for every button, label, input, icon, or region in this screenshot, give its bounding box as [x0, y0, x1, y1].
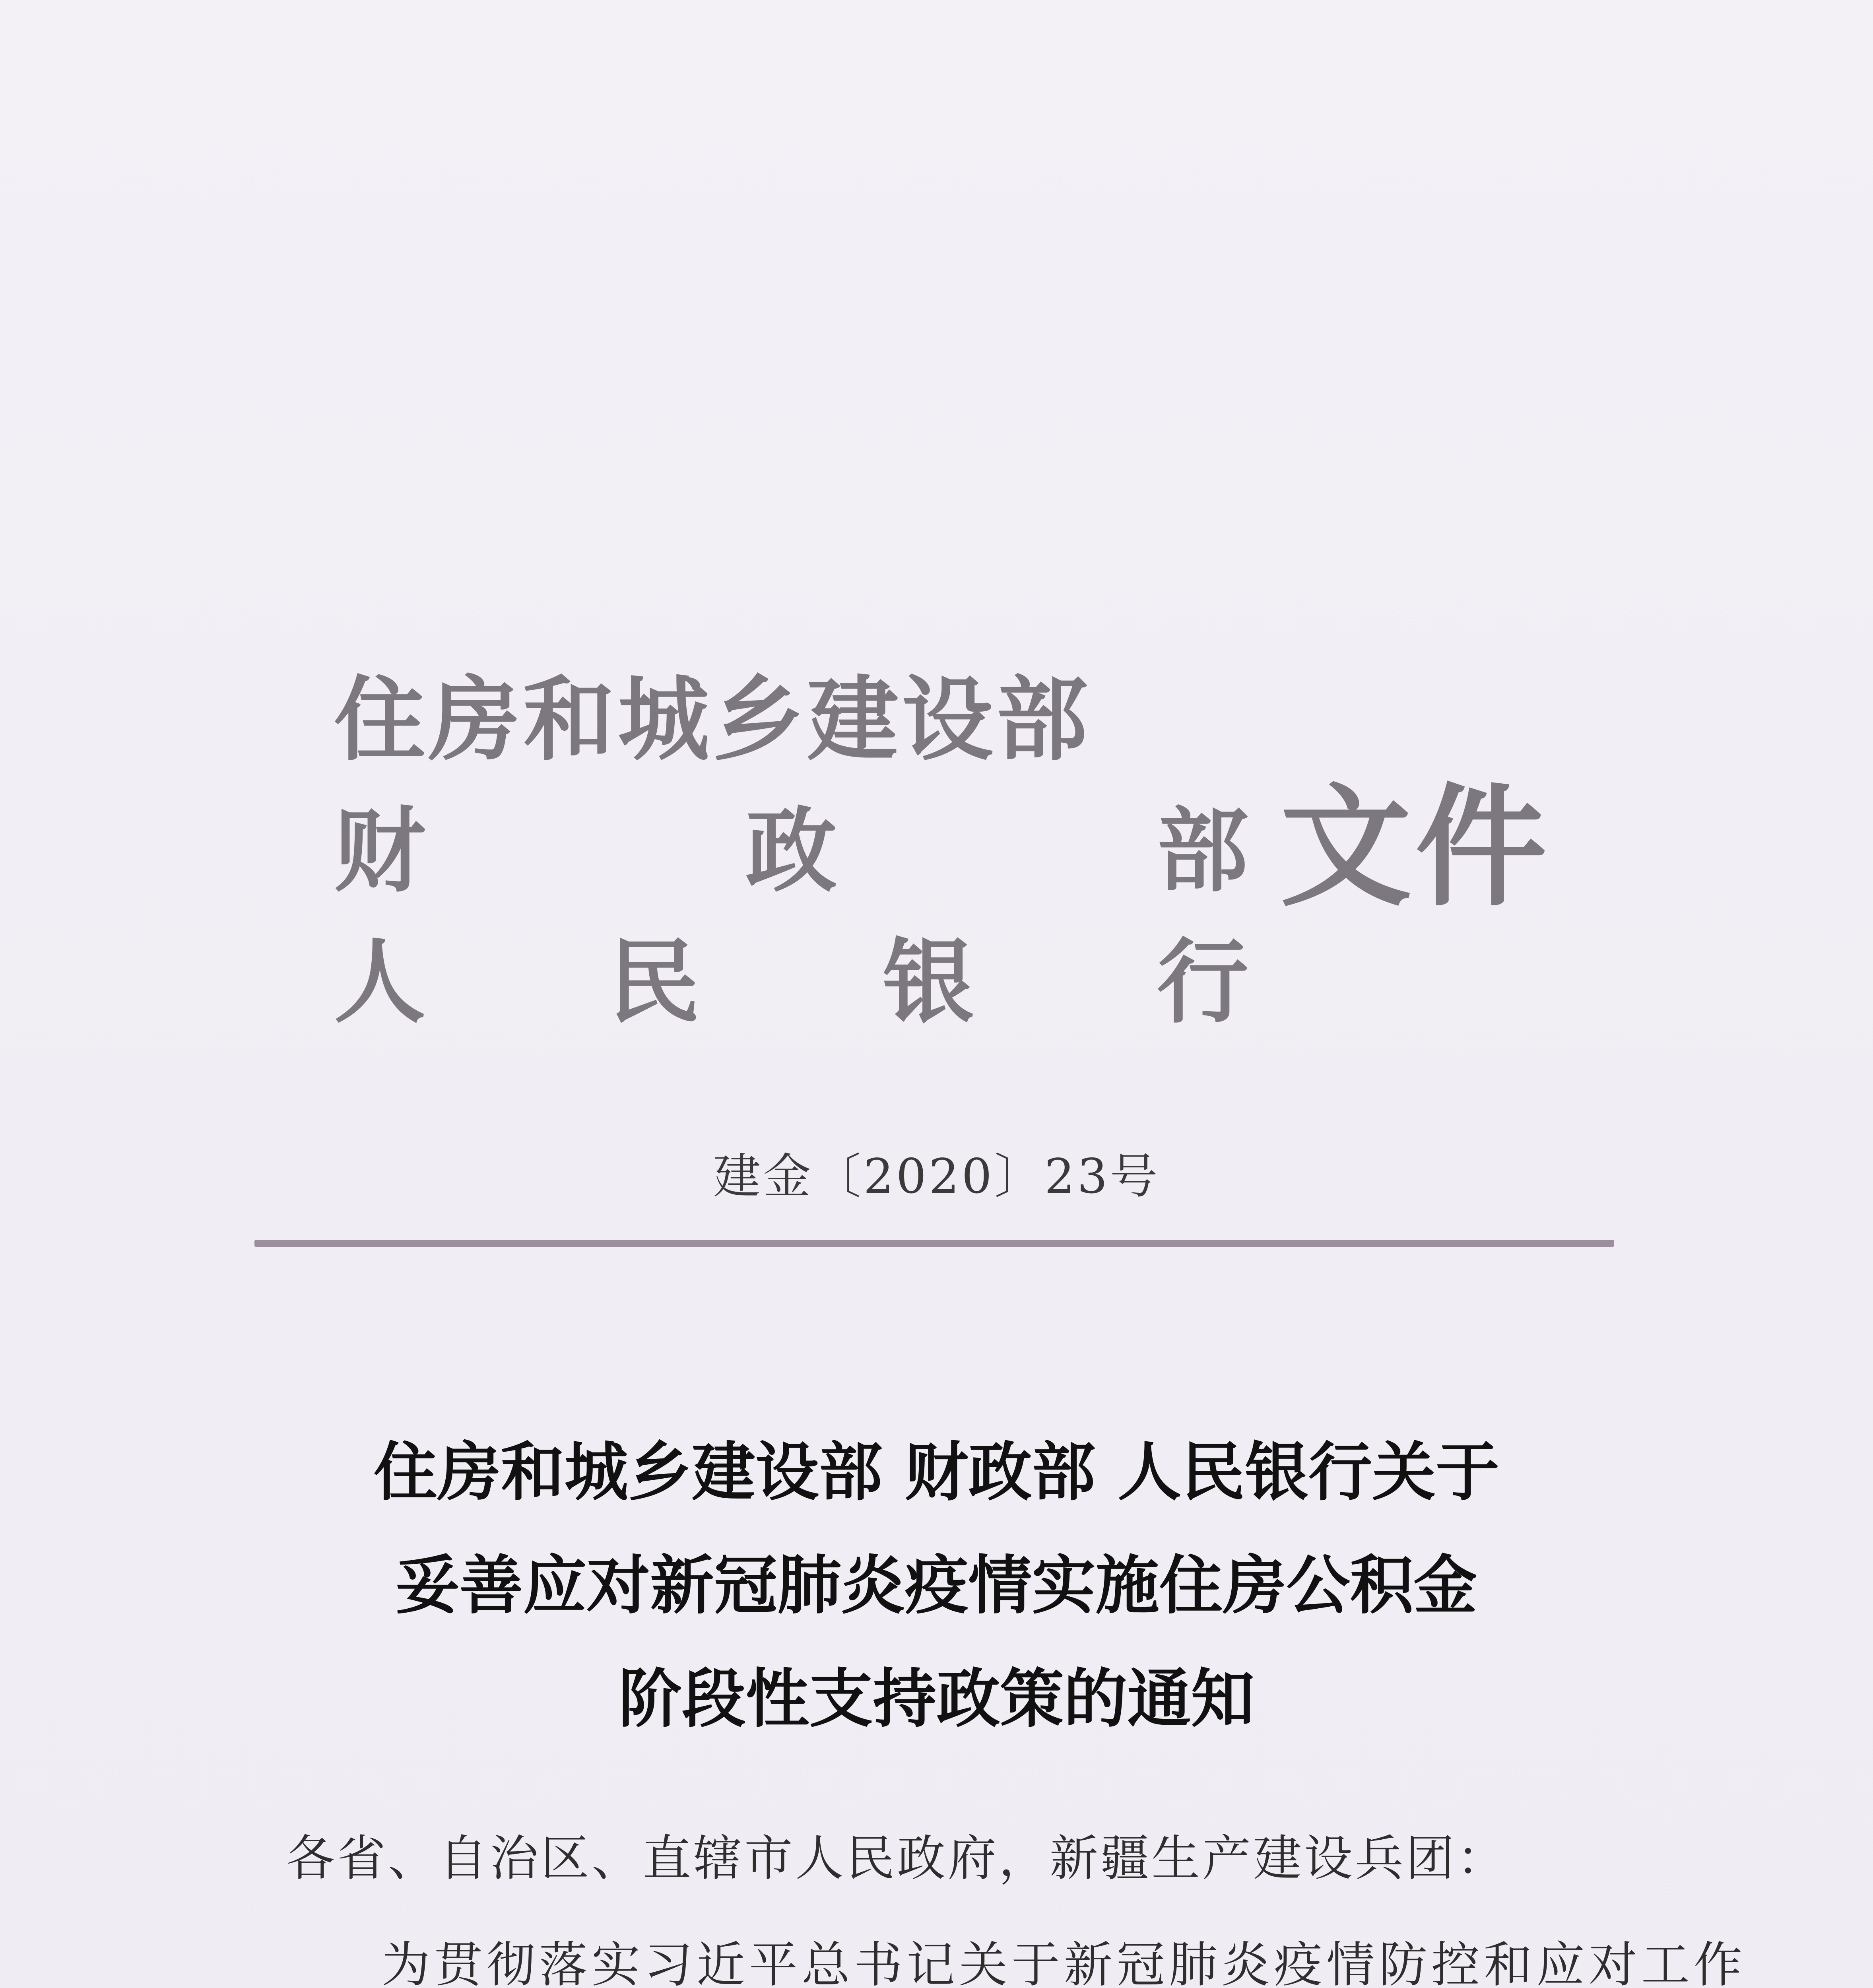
title-line: 住房和城乡建设部 财政部 人民银行关于	[373, 1435, 1500, 1509]
title-line: 妥善应对新冠肺炎疫情实施住房公积金	[396, 1548, 1477, 1623]
header-divider	[254, 1240, 1614, 1247]
issuer-char: 政	[745, 797, 837, 905]
issuer-char: 部	[1157, 797, 1248, 905]
doc-type-label: 文件	[1280, 770, 1551, 924]
issuer-ministry-housing: 住房和城乡建设部	[334, 666, 1091, 773]
issuer-char: 财	[334, 797, 426, 905]
issuer-char: 行	[1157, 928, 1248, 1036]
document-title	[0, 1415, 1873, 1755]
issuer-peoples-bank	[334, 922, 1248, 1042]
issuer-ministry-finance	[334, 791, 1248, 911]
paragraph-line: 为贯彻落实习近平总书记关于新冠肺炎疫情防控和应对工作	[382, 1937, 1746, 1988]
document-body	[286, 1805, 1746, 1988]
issuer-char: 银	[882, 928, 974, 1036]
issuer-char: 人	[334, 928, 426, 1036]
title-line: 阶段性支持政策的通知	[618, 1662, 1255, 1736]
issuer-char: 民	[608, 928, 700, 1036]
issuer-header	[334, 660, 1606, 1042]
salutation: 各省、自治区、直辖市人民政府，新疆生产建设兵团：	[286, 1830, 1508, 1887]
document-number: 建金〔2020〕23号	[713, 1149, 1160, 1204]
